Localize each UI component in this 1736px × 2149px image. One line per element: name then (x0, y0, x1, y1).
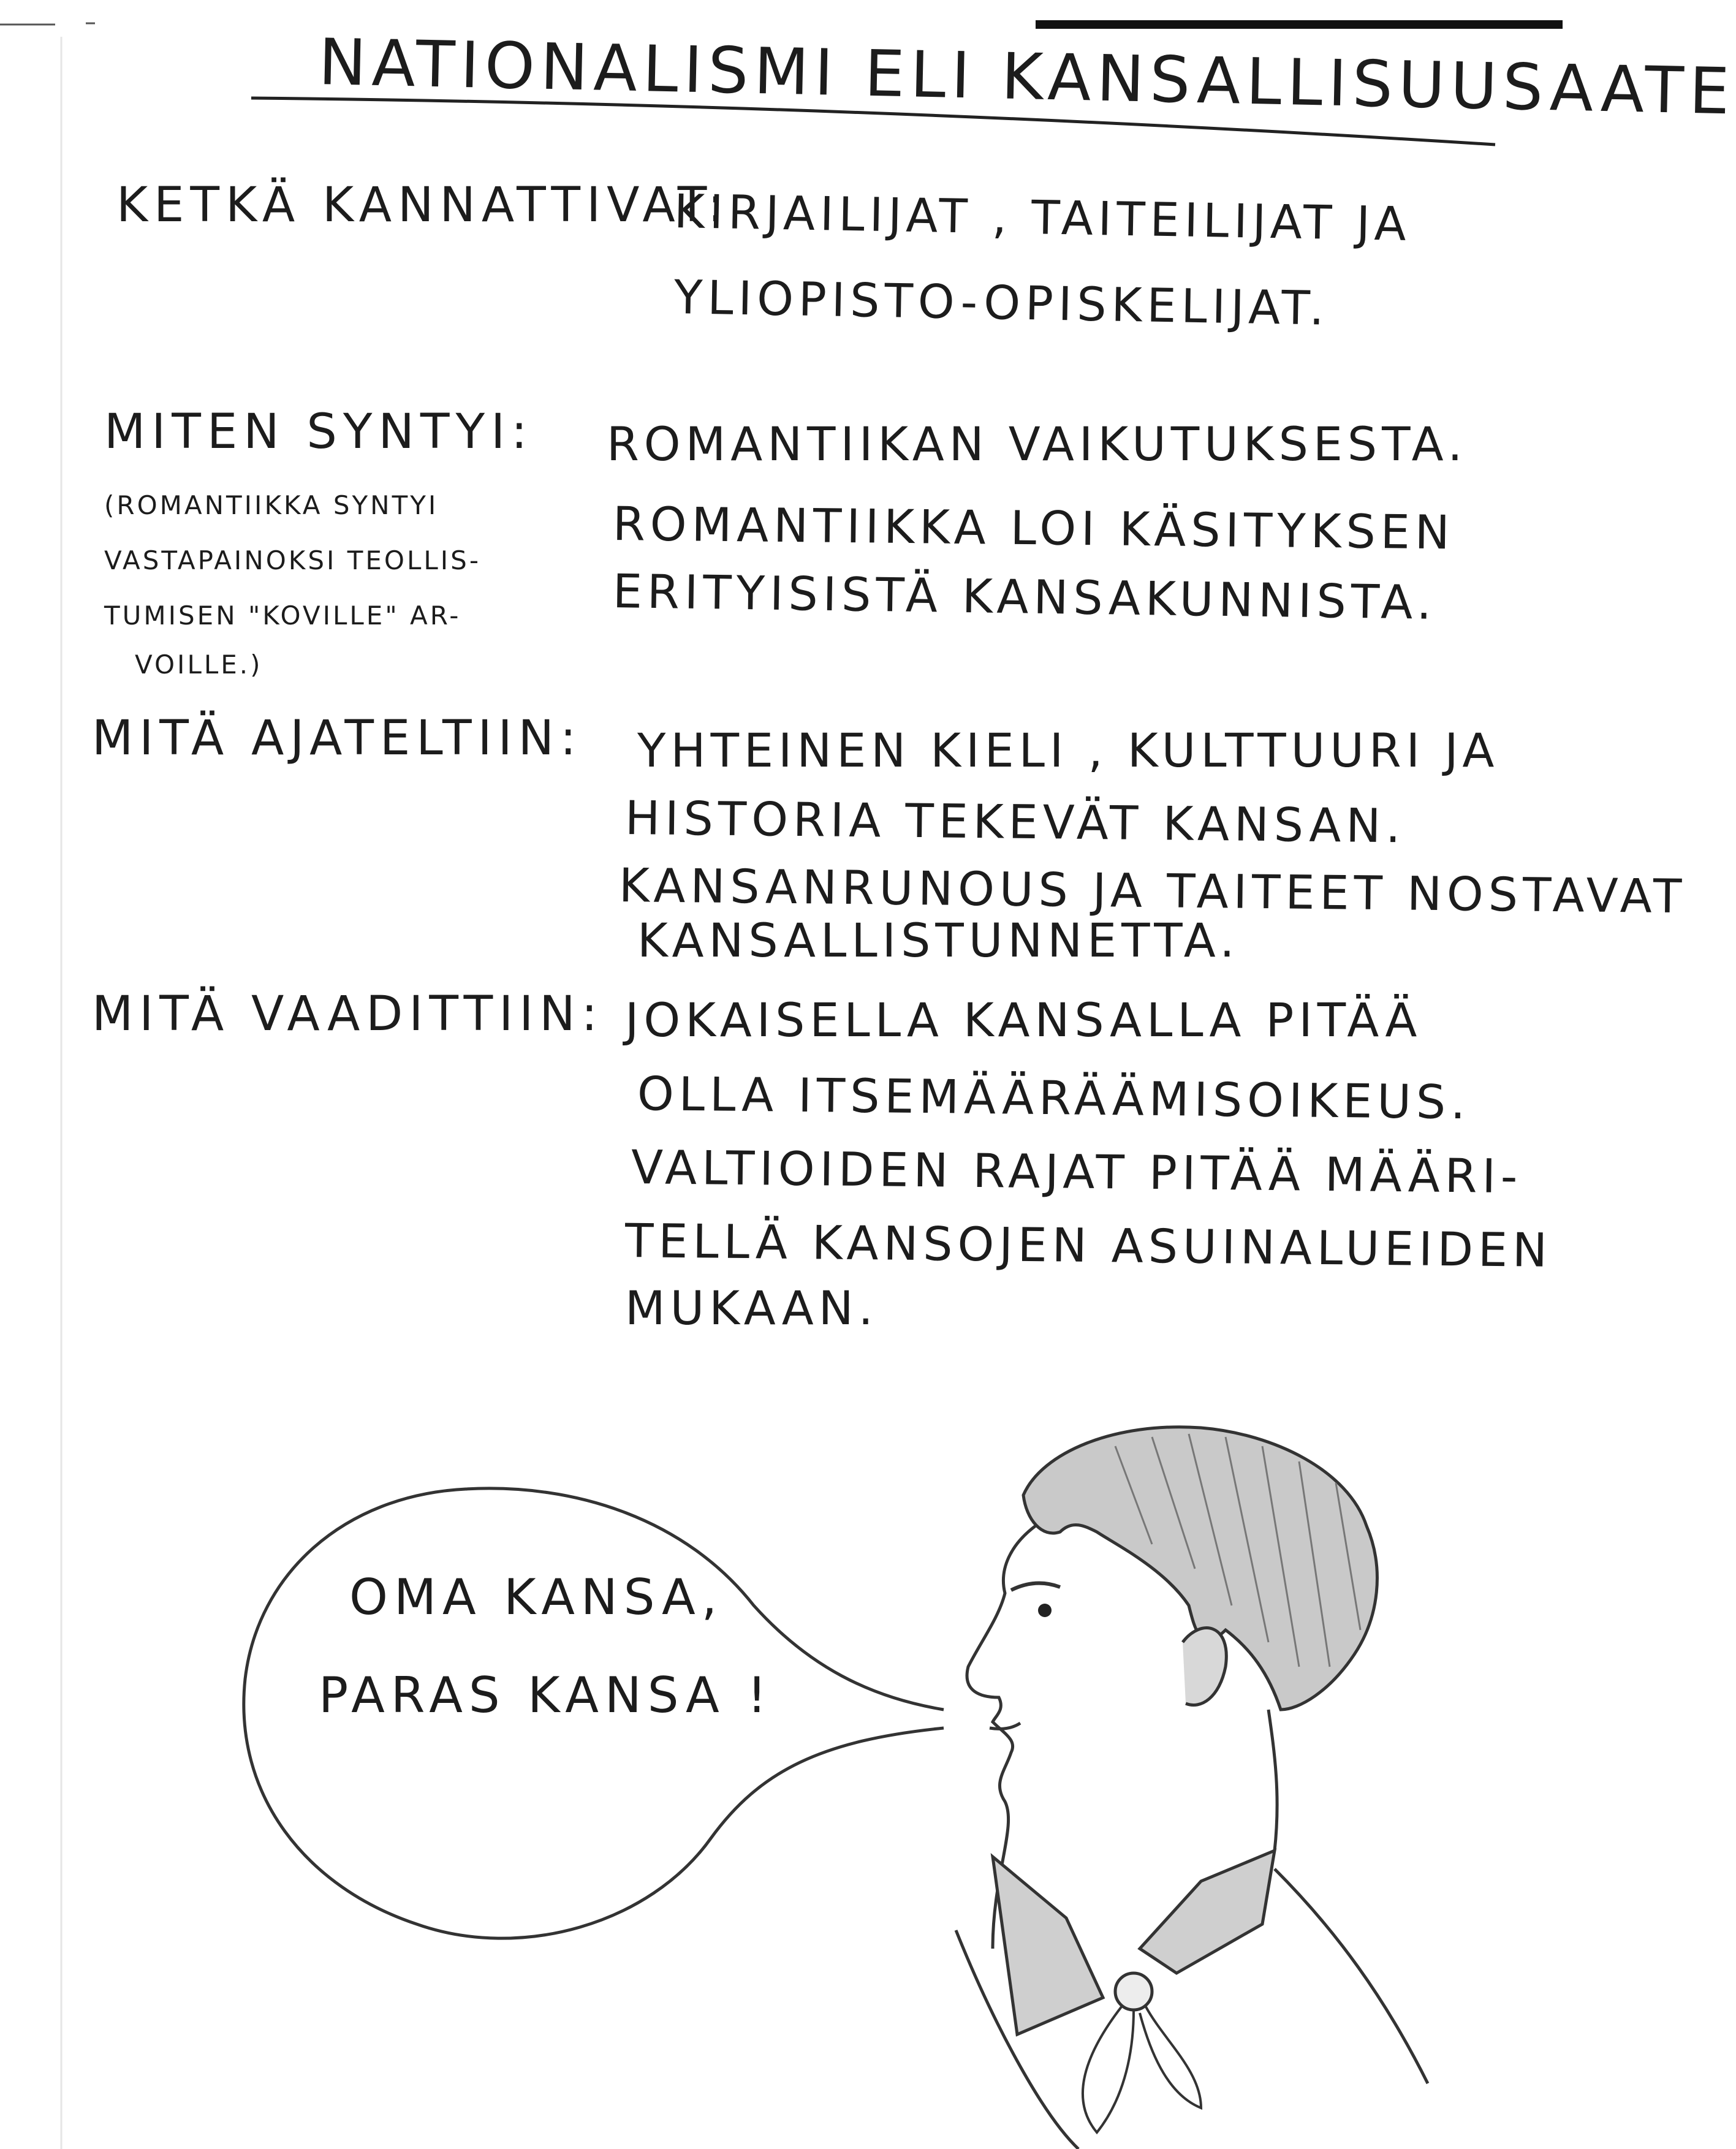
answer-line: OLLA ITSEMÄÄRÄÄMISOIKEUS. (637, 1066, 1471, 1130)
answer-line: ROMANTIIKKA LOI KÄSITYKSEN (612, 496, 1455, 560)
collar (993, 1857, 1103, 2034)
answer-line: YLIOPISTO-OPISKELIJAT. (673, 270, 1330, 336)
question-vaadittiin: MITÄ VAADITTIIN: (92, 987, 604, 1042)
answer-line: KANSALLISTUNNETTA. (637, 913, 1240, 968)
neckerchief-end (1140, 2007, 1201, 2108)
speech-bubble-text-line: PARAS KANSA ! (319, 1667, 773, 1724)
neckerchief-end (1083, 2007, 1134, 2132)
side-note-line: VOILLE.) (135, 650, 263, 680)
page-title: NATIONALISMI ELI KANSALLISUUSAATE (317, 25, 1736, 129)
side-note-line: VASTAPAINOKSI TEOLLIS- (104, 545, 481, 575)
eye (1038, 1604, 1052, 1617)
answer-line: ROMANTIIKAN VAIKUTUKSESTA. (607, 417, 1468, 471)
answer-line: MUKAAN. (625, 1281, 878, 1335)
side-note-line: TUMISEN "KOVILLE" AR- (104, 601, 461, 631)
question-syntyi: MITEN SYNTYI: (104, 404, 534, 460)
shirt-outline (1275, 1869, 1428, 2083)
neck (1268, 1710, 1277, 1851)
collar (1140, 1851, 1275, 1973)
answer-line: HISTORIA TEKEVÄT KANSAN. (624, 790, 1406, 854)
question-ajateltiin: MITÄ AJATELTIIN: (92, 711, 583, 766)
speech-bubble-text-line: OMA KANSA, (349, 1569, 724, 1626)
title-underline (251, 98, 1495, 145)
answer-line: TELLÄ KANSOJEN ASUINALUEIDEN (624, 1213, 1553, 1278)
side-note-line: (ROMANTIIKKA SYNTYI (104, 490, 439, 520)
eyebrow (1011, 1583, 1060, 1590)
neckerchief-knot (1115, 1973, 1152, 2010)
answer-line: VALTIOIDEN RAJAT PITÄÄ MÄÄRI- (631, 1140, 1523, 1204)
answer-line: KANSANRUNOUS JA TAITEET NOSTAVAT (618, 858, 1687, 924)
ear (1183, 1628, 1226, 1705)
answer-line: KIRJAILIJAT , TAITEILIJAT JA (673, 184, 1412, 251)
question-kannattajat: KETKÄ KANNATTIVAT: (116, 178, 730, 233)
answer-line: JOKAISELLA KANSALLA PITÄÄ (625, 993, 1422, 1047)
answer-line: YHTEINEN KIELI , KULTTUURI JA (637, 723, 1499, 778)
answer-line: ERITYISISTÄ KANSAKUNNISTA. (612, 564, 1437, 630)
